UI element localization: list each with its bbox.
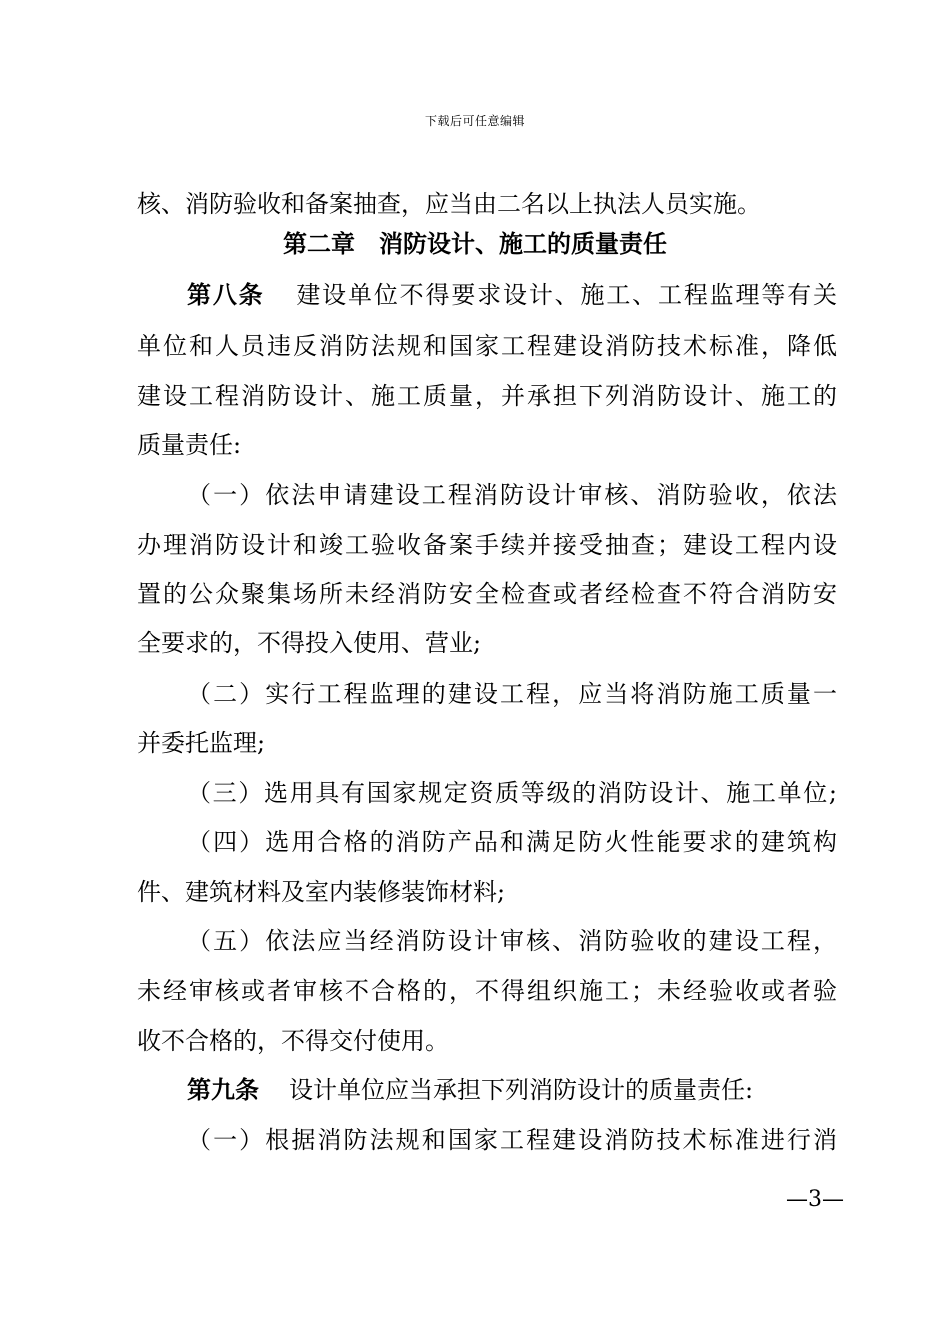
- page-number: —3—: [786, 1187, 844, 1212]
- page-header: 下载后可任意编辑: [424, 114, 525, 128]
- article-8-number: 第八条: [187, 281, 265, 309]
- item-4-line: （四）选用合格的消防产品和满足防火性能要求的建筑构: [187, 828, 837, 856]
- item-5-line: （五）依法应当经消防设计审核、消防验收的建设工程，: [187, 927, 837, 955]
- paragraph-line: 全要求的，不得投入使用、营业;: [137, 629, 482, 657]
- paragraph-line: 质量责任:: [137, 431, 242, 459]
- paragraph-line: 并委托监理;: [137, 729, 266, 757]
- article-9-text: 设计单位应当承担下列消防设计的质量责任:: [289, 1076, 754, 1104]
- paragraph-line: 建设工程消防设计、施工质量，并承担下列消防设计、施工的: [137, 382, 837, 410]
- paragraph-line: 单位和人员违反消防法规和国家工程建设消防技术标准，降低: [137, 332, 837, 360]
- article-8-line: [187, 280, 837, 310]
- paragraph-line: 未经审核或者审核不合格的，不得组织施工；未经验收或者验: [137, 977, 837, 1005]
- paragraph-line: 件、建筑材料及室内装修装饰材料;: [137, 878, 506, 906]
- item-2-line: （二）实行工程监理的建设工程，应当将消防施工质量一: [187, 680, 837, 708]
- article-9-number: 第九条: [187, 1076, 259, 1104]
- item-1-line: （一）依法申请建设工程消防设计审核、消防验收，依法: [187, 481, 837, 509]
- item-1-line: （一）根据消防法规和国家工程建设消防技术标准进行消: [187, 1126, 837, 1154]
- paragraph-line: 置的公众聚集场所未经消防安全检查或者经检查不符合消防安: [137, 580, 837, 608]
- article-9-line: [187, 1075, 837, 1105]
- paragraph-line: 核、消防验收和备案抽查，应当由二名以上执法人员实施。: [137, 190, 761, 218]
- paragraph-line: 收不合格的，不得交付使用。: [137, 1027, 449, 1055]
- chapter-title: 第二章 消防设计、施工的质量责任: [283, 230, 667, 258]
- item-3-line: （三）选用具有国家规定资质等级的消防设计、施工单位;: [187, 779, 837, 807]
- article-8-text: 建设单位不得要求设计、施工、工程监理等有关: [294, 281, 837, 309]
- paragraph-line: 办理消防设计和竣工验收备案手续并接受抽查；建设工程内设: [137, 531, 837, 559]
